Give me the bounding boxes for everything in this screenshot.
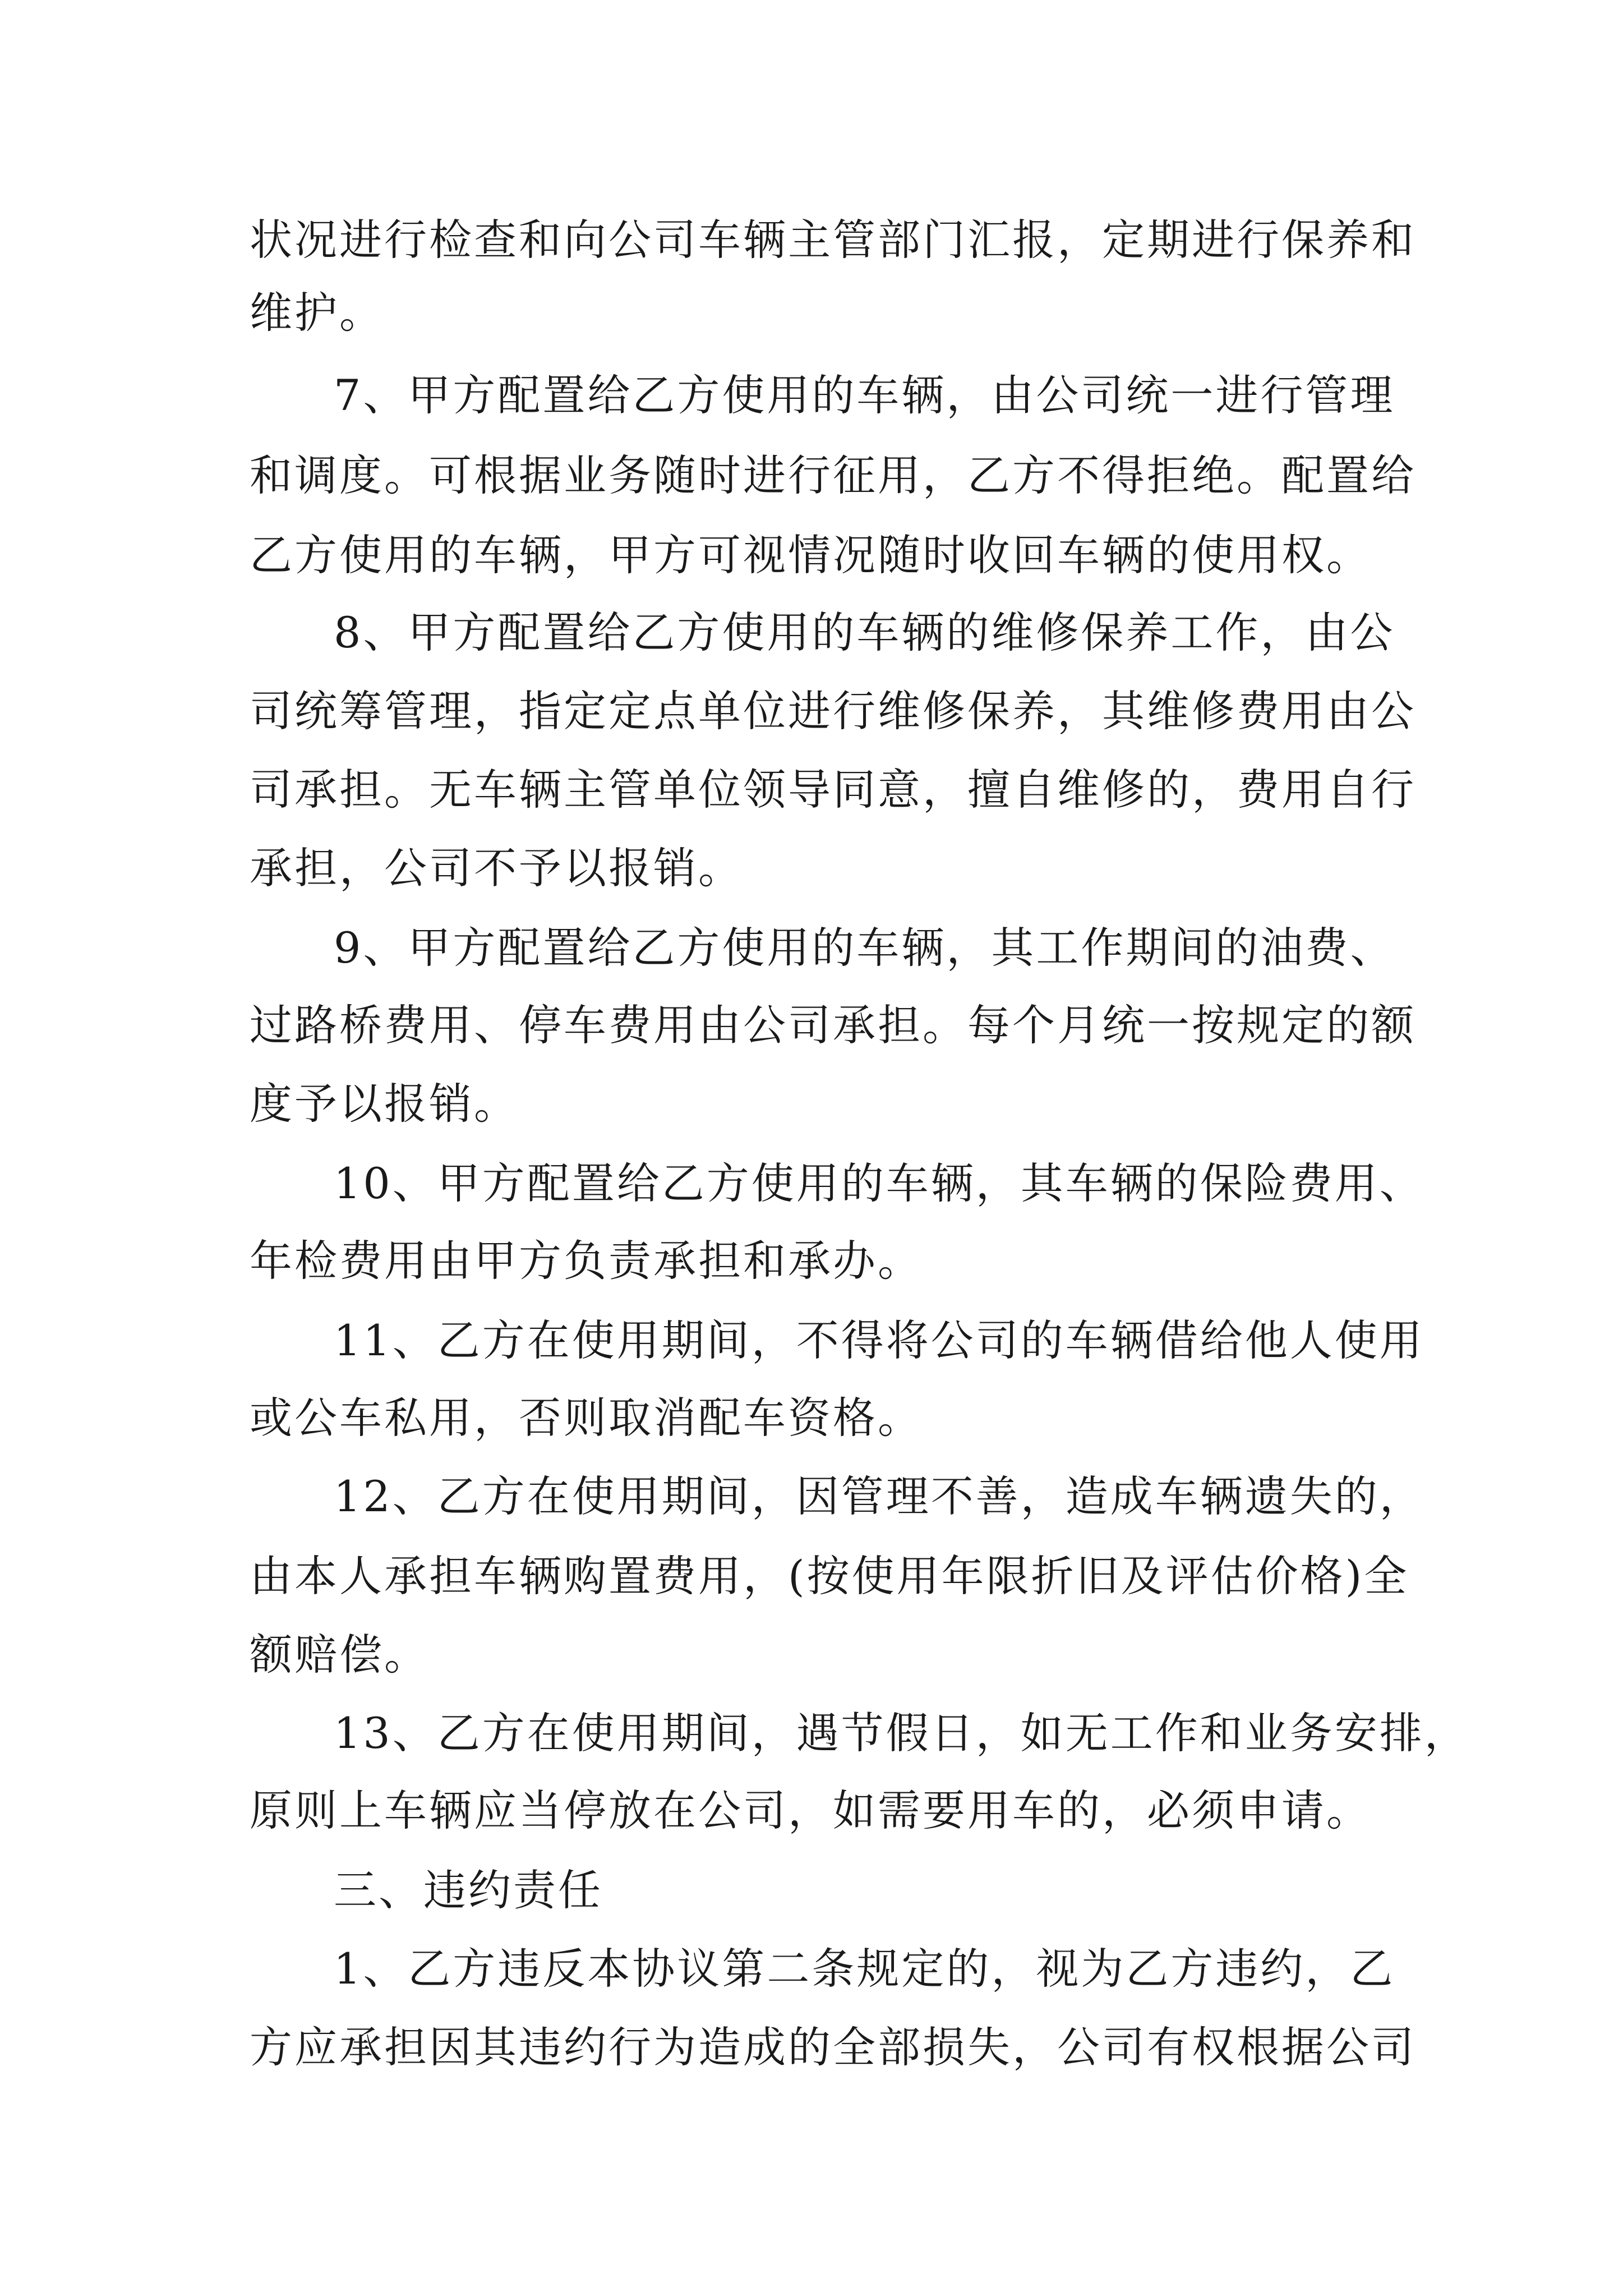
clause-12-line: 12、乙方在使用期间，因管理不善，造成车辆遗失的， xyxy=(334,1471,1424,1521)
text-line: 或公车私用，否则取消配车资格。 xyxy=(250,1393,923,1443)
clause-1-line: 1、乙方违反本协议第二条规定的，视为乙方违约，乙 xyxy=(334,1944,1395,1994)
section-heading: 三、违约责任 xyxy=(334,1865,603,1915)
text-line: 过路桥费用、停车费用由公司承担。每个月统一按规定的额 xyxy=(250,1000,1416,1050)
text-line: 司承担。无车辆主管单位领导同意，擅自维修的，费用自行 xyxy=(250,765,1416,815)
clause-8-line: 8、甲方配置给乙方使用的车辆的维修保养工作，由公 xyxy=(334,608,1395,657)
text-line: 状况进行检查和向公司车辆主管部门汇报，定期进行保养和 xyxy=(250,215,1416,265)
text-line: 司统筹管理，指定定点单位进行维修保养，其维修费用由公 xyxy=(250,686,1416,736)
clause-10-line: 10、甲方配置给乙方使用的车辆，其车辆的保险费用、 xyxy=(334,1158,1424,1208)
text-line: 额赔偿。 xyxy=(250,1630,429,1680)
text-line: 年检费用由甲方负责承担和承办。 xyxy=(250,1236,923,1286)
text-line: 由本人承担车辆购置费用，(按使用年限折旧及评估价格)全 xyxy=(250,1551,1409,1601)
text-line: 和调度。可根据业务随时进行征用，乙方不得拒绝。配置给 xyxy=(250,450,1416,500)
text-line: 方应承担因其违约行为造成的全部损失，公司有权根据公司 xyxy=(250,2022,1416,2072)
clause-11-line: 11、乙方在使用期间，不得将公司的车辆借给他人使用 xyxy=(334,1315,1424,1365)
text-line: 维护。 xyxy=(250,288,384,338)
clause-9-line: 9、甲方配置给乙方使用的车辆，其工作期间的油费、 xyxy=(334,923,1395,973)
text-line: 原则上车辆应当停放在公司，如需要用车的，必须申请。 xyxy=(250,1786,1371,1835)
clause-7-line: 7、甲方配置给乙方使用的车辆，由公司统一进行管理 xyxy=(334,370,1395,420)
text-line: 承担，公司不予以报销。 xyxy=(250,843,743,893)
text-line: 度予以报销。 xyxy=(250,1079,519,1129)
text-line: 乙方使用的车辆，甲方可视情况随时收回车辆的使用权。 xyxy=(250,530,1371,580)
clause-13-line: 13、乙方在使用期间，遇节假日，如无工作和业务安排， xyxy=(334,1708,1469,1758)
